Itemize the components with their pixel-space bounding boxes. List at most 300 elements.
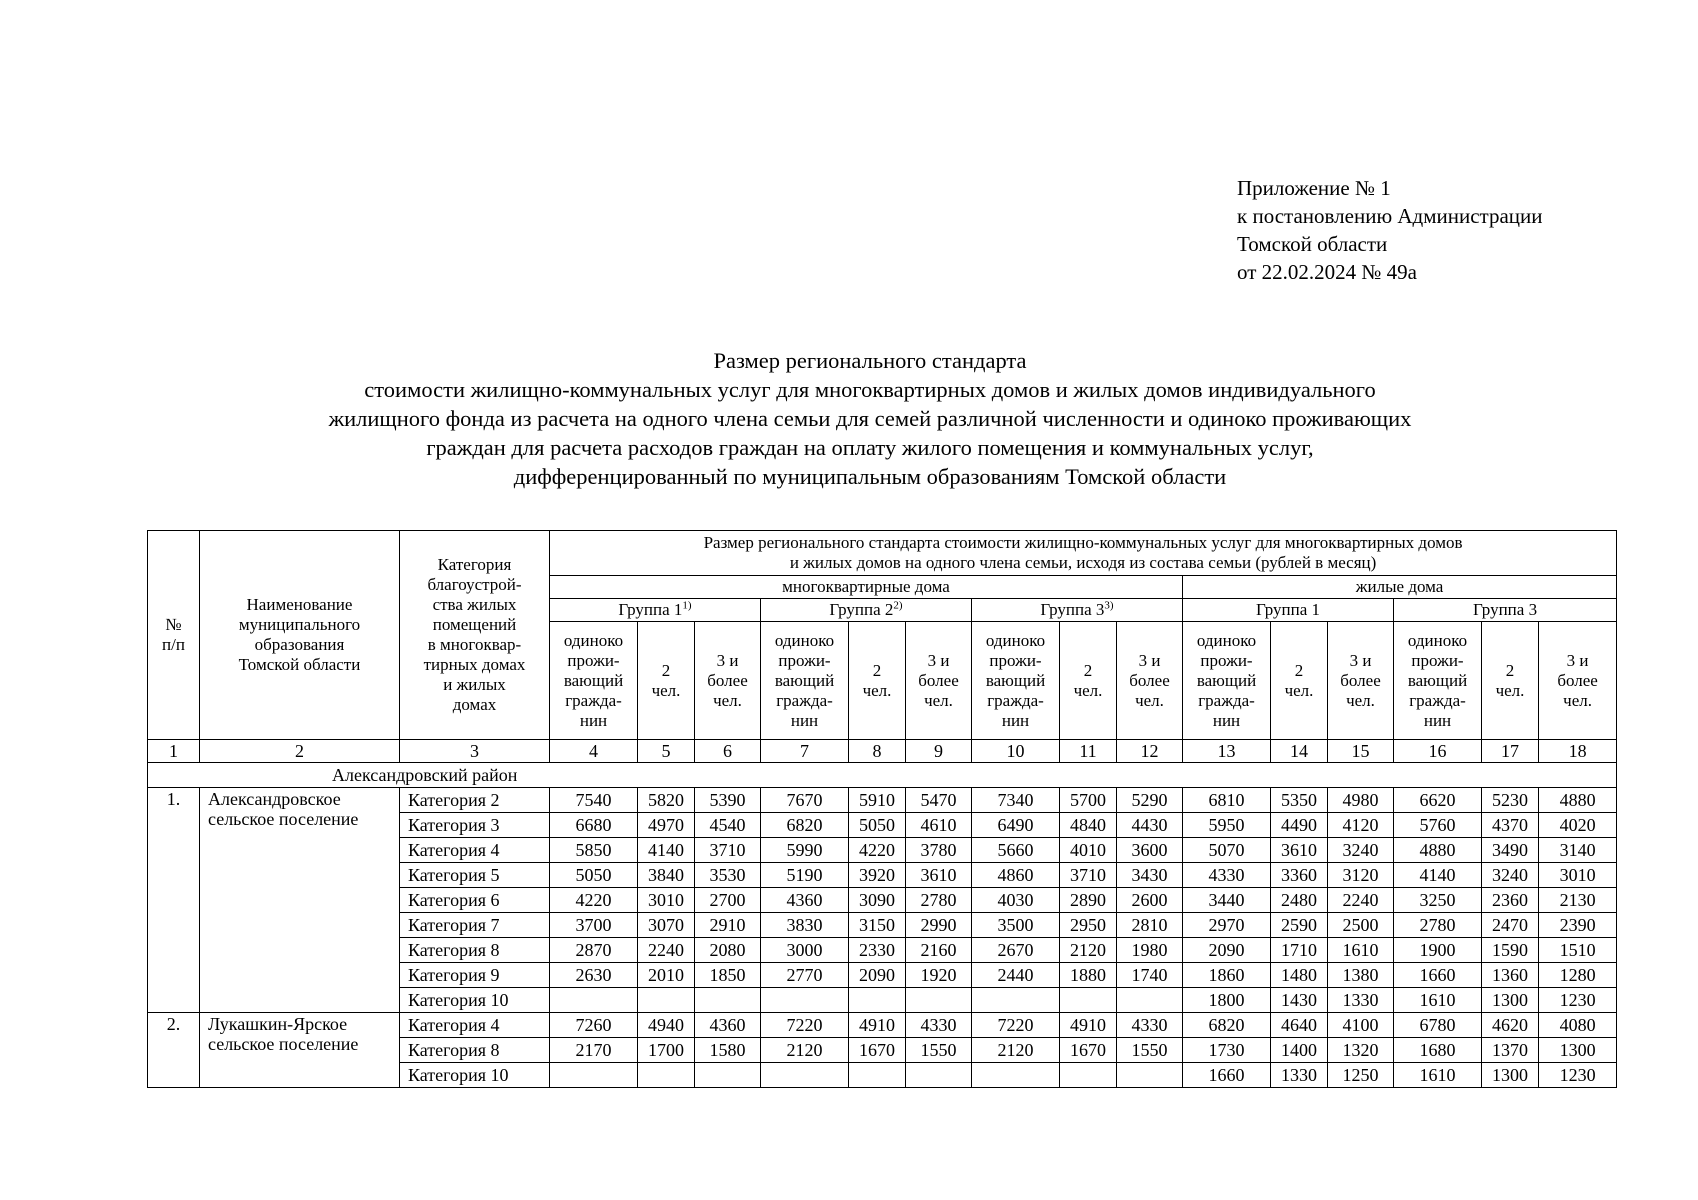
- value-cell: 4330: [1117, 1013, 1183, 1038]
- header-municipality: [200, 531, 400, 740]
- value-cell: 2910: [695, 913, 761, 938]
- value-cell: 3430: [1117, 863, 1183, 888]
- value-cell: 1510: [1539, 938, 1617, 963]
- value-cell: 4220: [849, 838, 906, 863]
- table-row: [148, 788, 1617, 813]
- header-apartment-buildings: многоквартирные дома: [550, 576, 1183, 599]
- value-cell: [695, 988, 761, 1013]
- value-cell: 4080: [1539, 1013, 1617, 1038]
- category-cell: Категория 6: [400, 888, 550, 913]
- title-line: дифференцированный по муниципальным образованиям Томской области: [513, 464, 1227, 489]
- category-cell: Категория 5: [400, 863, 550, 888]
- header-two: [1060, 622, 1117, 740]
- value-cell: 1610: [1328, 938, 1394, 963]
- value-cell: 3250: [1394, 888, 1482, 913]
- value-cell: 7260: [550, 1013, 638, 1038]
- category-cell: Категория 7: [400, 913, 550, 938]
- value-cell: 2810: [1117, 913, 1183, 938]
- header-line: чел.: [1346, 690, 1375, 710]
- header-line: в многоквар-: [427, 635, 522, 654]
- header-line: 2: [1083, 660, 1093, 680]
- column-number: 4: [550, 740, 638, 763]
- appendix-line: Приложение № 1: [1237, 176, 1391, 200]
- value-cell: 3840: [638, 863, 695, 888]
- header-line: одиноко: [1196, 630, 1257, 650]
- value-cell: 2780: [906, 888, 972, 913]
- column-number: 1: [148, 740, 200, 763]
- header-line: и жилых домов на одного члена семьи, исходя из состава семьи (рублей в месяц): [789, 553, 1377, 572]
- row-number: 1.: [148, 788, 200, 1013]
- value-cell: 1680: [1394, 1038, 1482, 1063]
- appendix-block: [1237, 174, 1543, 286]
- value-cell: 2390: [1539, 913, 1617, 938]
- value-cell: 4360: [761, 888, 849, 913]
- header-group: [761, 599, 972, 622]
- header-line: нин: [1212, 710, 1241, 730]
- value-cell: [1117, 1063, 1183, 1088]
- value-cell: 1300: [1539, 1038, 1617, 1063]
- header-line: 3 и: [1138, 650, 1161, 670]
- column-number: 5: [638, 740, 695, 763]
- value-cell: 1300: [1482, 1063, 1539, 1088]
- value-cell: 1360: [1482, 963, 1539, 988]
- value-cell: 5050: [550, 863, 638, 888]
- value-cell: [906, 988, 972, 1013]
- value-cell: 1580: [695, 1038, 761, 1063]
- value-cell: 1710: [1271, 938, 1328, 963]
- header-line: чел.: [651, 680, 681, 700]
- value-cell: 3920: [849, 863, 906, 888]
- value-cell: 3010: [638, 888, 695, 913]
- value-cell: 4020: [1539, 813, 1617, 838]
- value-cell: 1330: [1328, 988, 1394, 1013]
- header-single: [1394, 622, 1482, 740]
- value-cell: 1670: [1060, 1038, 1117, 1063]
- value-cell: 5820: [638, 788, 695, 813]
- header-line: более: [1129, 670, 1170, 690]
- header-group: [550, 599, 761, 622]
- header-line: вающий: [1196, 670, 1257, 690]
- header-line: более: [1557, 670, 1598, 690]
- value-cell: 6820: [1183, 1013, 1271, 1038]
- header-line: благоустрой-: [427, 575, 522, 594]
- value-cell: 2120: [1060, 938, 1117, 963]
- municipality-name: [200, 1013, 400, 1088]
- value-cell: 2670: [972, 938, 1060, 963]
- value-cell: 5470: [906, 788, 972, 813]
- value-cell: 1300: [1482, 988, 1539, 1013]
- value-cell: 2090: [1183, 938, 1271, 963]
- value-cell: 5230: [1482, 788, 1539, 813]
- value-cell: 1920: [906, 963, 972, 988]
- header-single: [1183, 622, 1271, 740]
- column-number: 12: [1117, 740, 1183, 763]
- value-cell: 2780: [1394, 913, 1482, 938]
- header-line: гражда-: [565, 690, 622, 710]
- column-number: 13: [1183, 740, 1271, 763]
- header-line: нин: [790, 710, 819, 730]
- value-cell: 1250: [1328, 1063, 1394, 1088]
- value-cell: 4940: [638, 1013, 695, 1038]
- value-cell: 3000: [761, 938, 849, 963]
- category-cell: Категория 4: [400, 838, 550, 863]
- value-cell: 2500: [1328, 913, 1394, 938]
- header-line: чел.: [713, 690, 742, 710]
- value-cell: 2240: [638, 938, 695, 963]
- header-line: помещений: [432, 615, 517, 634]
- value-cell: [906, 1063, 972, 1088]
- header-line: чел.: [1135, 690, 1164, 710]
- header-single: [761, 622, 849, 740]
- header-two: [849, 622, 906, 740]
- value-cell: 1610: [1394, 1063, 1482, 1088]
- header-line: прожи-: [778, 650, 831, 670]
- value-cell: 1800: [1183, 988, 1271, 1013]
- value-cell: 2600: [1117, 888, 1183, 913]
- value-cell: 2470: [1482, 913, 1539, 938]
- value-cell: 4140: [1394, 863, 1482, 888]
- header-standard: [550, 531, 1617, 576]
- header-line: гражда-: [987, 690, 1044, 710]
- value-cell: 1850: [695, 963, 761, 988]
- group-label: Группа 3: [1473, 600, 1538, 619]
- value-cell: 1280: [1539, 963, 1617, 988]
- value-cell: 7340: [972, 788, 1060, 813]
- category-cell: Категория 3: [400, 813, 550, 838]
- value-cell: 3490: [1482, 838, 1539, 863]
- value-cell: 1700: [638, 1038, 695, 1063]
- value-cell: 2010: [638, 963, 695, 988]
- value-cell: [849, 988, 906, 1013]
- header-line: ства жилых: [432, 595, 517, 614]
- category-cell: Категория 10: [400, 1063, 550, 1088]
- group-footnote: 3): [1104, 599, 1114, 612]
- header-line: 3 и: [716, 650, 739, 670]
- header-line: чел.: [1284, 680, 1314, 700]
- value-cell: 1860: [1183, 963, 1271, 988]
- value-cell: 1980: [1117, 938, 1183, 963]
- municipality-name-line: сельское поселение: [208, 809, 359, 829]
- value-cell: 1880: [1060, 963, 1117, 988]
- value-cell: [638, 1063, 695, 1088]
- group-label: Группа 2: [829, 600, 894, 619]
- header-line: гражда-: [1198, 690, 1255, 710]
- value-cell: 6780: [1394, 1013, 1482, 1038]
- value-cell: 2950: [1060, 913, 1117, 938]
- header-line: одиноко: [774, 630, 835, 650]
- header-line: домах: [452, 695, 497, 714]
- column-number: 3: [400, 740, 550, 763]
- value-cell: 2630: [550, 963, 638, 988]
- value-cell: 4030: [972, 888, 1060, 913]
- value-cell: 3120: [1328, 863, 1394, 888]
- value-cell: 6810: [1183, 788, 1271, 813]
- value-cell: 1230: [1539, 988, 1617, 1013]
- header-line: одиноко: [1407, 630, 1468, 650]
- value-cell: 4620: [1482, 1013, 1539, 1038]
- value-cell: 5700: [1060, 788, 1117, 813]
- category-cell: Категория 8: [400, 938, 550, 963]
- value-cell: [849, 1063, 906, 1088]
- value-cell: 1370: [1482, 1038, 1539, 1063]
- header-category: [400, 531, 550, 740]
- municipality-name-line: Александровское: [208, 789, 341, 809]
- value-cell: 4100: [1328, 1013, 1394, 1038]
- column-number: 11: [1060, 740, 1117, 763]
- value-cell: 5190: [761, 863, 849, 888]
- header-line: гражда-: [776, 690, 833, 710]
- value-cell: 2970: [1183, 913, 1271, 938]
- header-line: и жилых: [443, 675, 506, 694]
- title-line: граждан для расчета расходов граждан на оплату жилого помещения и коммунальных услуг,: [426, 435, 1314, 460]
- value-cell: [1060, 988, 1117, 1013]
- value-cell: 2700: [695, 888, 761, 913]
- value-cell: 5350: [1271, 788, 1328, 813]
- value-cell: 3710: [695, 838, 761, 863]
- value-cell: 2480: [1271, 888, 1328, 913]
- value-cell: [1060, 1063, 1117, 1088]
- value-cell: 7540: [550, 788, 638, 813]
- header-line: одиноко: [563, 630, 624, 650]
- standard-table: [147, 530, 1617, 1088]
- appendix-line: Томской области: [1237, 232, 1388, 256]
- header-line: вающий: [563, 670, 624, 690]
- header-line: чел.: [862, 680, 892, 700]
- header-line: образования: [254, 635, 345, 654]
- value-cell: 3140: [1539, 838, 1617, 863]
- header-group: [1183, 599, 1394, 622]
- header-line: прожи-: [989, 650, 1042, 670]
- value-cell: 3240: [1482, 863, 1539, 888]
- header-two: [638, 622, 695, 740]
- header-two: [1271, 622, 1328, 740]
- value-cell: 3360: [1271, 863, 1328, 888]
- value-cell: 4330: [906, 1013, 972, 1038]
- value-cell: 4120: [1328, 813, 1394, 838]
- column-number: 16: [1394, 740, 1482, 763]
- value-cell: 2360: [1482, 888, 1539, 913]
- header-line: нин: [1001, 710, 1030, 730]
- header-line: Томской области: [238, 655, 361, 674]
- column-number: 8: [849, 740, 906, 763]
- value-cell: 1430: [1271, 988, 1328, 1013]
- group-label: Группа 1: [618, 600, 683, 619]
- value-cell: 5990: [761, 838, 849, 863]
- value-cell: 3600: [1117, 838, 1183, 863]
- header-single: [550, 622, 638, 740]
- value-cell: 4330: [1183, 863, 1271, 888]
- value-cell: 5950: [1183, 813, 1271, 838]
- header-houses: жилые дома: [1183, 576, 1617, 599]
- value-cell: 4370: [1482, 813, 1539, 838]
- header-line: муниципального: [238, 615, 361, 634]
- value-cell: 5070: [1183, 838, 1271, 863]
- value-cell: 4880: [1394, 838, 1482, 863]
- document-title: [0, 346, 1698, 491]
- value-cell: 1590: [1482, 938, 1539, 963]
- value-cell: 4010: [1060, 838, 1117, 863]
- value-cell: 6620: [1394, 788, 1482, 813]
- table-row: [148, 1013, 1617, 1038]
- header-line: 3 и: [1349, 650, 1372, 670]
- title-line: жилищного фонда из расчета на одного члена семьи для семей различной численности и одиноко проживающих: [328, 406, 1412, 431]
- value-cell: 3440: [1183, 888, 1271, 913]
- column-number: 14: [1271, 740, 1328, 763]
- appendix-line: к постановлению Администрации: [1237, 204, 1543, 228]
- value-cell: 2090: [849, 963, 906, 988]
- value-cell: 4610: [906, 813, 972, 838]
- value-cell: [638, 988, 695, 1013]
- value-cell: 4860: [972, 863, 1060, 888]
- header-line: более: [707, 670, 748, 690]
- value-cell: 3070: [638, 913, 695, 938]
- value-cell: 4640: [1271, 1013, 1328, 1038]
- title-line: стоимости жилищно-коммунальных услуг для многоквартирных домов и жилых домов индивидуального: [364, 377, 1376, 402]
- header-line: 3 и: [927, 650, 950, 670]
- column-number: 10: [972, 740, 1060, 763]
- group-label: Группа 1: [1255, 600, 1321, 619]
- value-cell: 1660: [1183, 1063, 1271, 1088]
- value-cell: 1320: [1328, 1038, 1394, 1063]
- header-line: чел.: [1495, 680, 1525, 700]
- value-cell: 1230: [1539, 1063, 1617, 1088]
- column-number: 17: [1482, 740, 1539, 763]
- value-cell: 2120: [761, 1038, 849, 1063]
- header-three-plus: [695, 622, 761, 740]
- column-number: 18: [1539, 740, 1617, 763]
- value-cell: 4980: [1328, 788, 1394, 813]
- value-cell: 3610: [906, 863, 972, 888]
- value-cell: 3150: [849, 913, 906, 938]
- value-cell: 4910: [1060, 1013, 1117, 1038]
- header-line: одиноко: [985, 630, 1046, 650]
- category-cell: Категория 9: [400, 963, 550, 988]
- header-line: тирных домах: [423, 655, 526, 674]
- value-cell: 2240: [1328, 888, 1394, 913]
- value-cell: 2590: [1271, 913, 1328, 938]
- header-line: прожи-: [1200, 650, 1253, 670]
- value-cell: 3610: [1271, 838, 1328, 863]
- header-line: Размер регионального стандарта стоимости жилищно-коммунальных услуг для многоквартирных домов: [703, 533, 1463, 552]
- column-number: 9: [906, 740, 972, 763]
- value-cell: [761, 1063, 849, 1088]
- value-cell: 1330: [1271, 1063, 1328, 1088]
- value-cell: 2330: [849, 938, 906, 963]
- header-line: чел.: [1073, 680, 1103, 700]
- value-cell: 1550: [1117, 1038, 1183, 1063]
- value-cell: [972, 988, 1060, 1013]
- column-number: 7: [761, 740, 849, 763]
- value-cell: 5760: [1394, 813, 1482, 838]
- value-cell: 1550: [906, 1038, 972, 1063]
- header-line: Наименование: [246, 595, 353, 614]
- value-cell: 5660: [972, 838, 1060, 863]
- group-label: Группа 3: [1040, 600, 1105, 619]
- value-cell: 5910: [849, 788, 906, 813]
- district-row: [148, 763, 1617, 788]
- value-cell: 4970: [638, 813, 695, 838]
- value-cell: [550, 988, 638, 1013]
- value-cell: 1400: [1271, 1038, 1328, 1063]
- row-number: 2.: [148, 1013, 200, 1088]
- value-cell: 2160: [906, 938, 972, 963]
- value-cell: 7670: [761, 788, 849, 813]
- value-cell: 4430: [1117, 813, 1183, 838]
- header-line: вающий: [774, 670, 835, 690]
- header-line: нин: [579, 710, 608, 730]
- header-two: [1482, 622, 1539, 740]
- value-cell: 5390: [695, 788, 761, 813]
- value-cell: 2440: [972, 963, 1060, 988]
- value-cell: 5290: [1117, 788, 1183, 813]
- value-cell: 3090: [849, 888, 906, 913]
- title-line: Размер регионального стандарта: [713, 348, 1027, 373]
- value-cell: [972, 1063, 1060, 1088]
- category-cell: Категория 10: [400, 988, 550, 1013]
- header-three-plus: [1328, 622, 1394, 740]
- value-cell: 4880: [1539, 788, 1617, 813]
- value-cell: 1900: [1394, 938, 1482, 963]
- header-num: [148, 531, 200, 740]
- value-cell: 1740: [1117, 963, 1183, 988]
- category-cell: Категория 8: [400, 1038, 550, 1063]
- category-cell: Категория 4: [400, 1013, 550, 1038]
- header-line: 2: [661, 660, 671, 680]
- header-line: чел.: [924, 690, 953, 710]
- value-cell: 4540: [695, 813, 761, 838]
- value-cell: 6820: [761, 813, 849, 838]
- district-name: Александровский район: [332, 765, 518, 785]
- value-cell: 3240: [1328, 838, 1394, 863]
- header-line: более: [918, 670, 959, 690]
- value-cell: [761, 988, 849, 1013]
- group-footnote: 1): [682, 599, 692, 612]
- value-cell: 1660: [1394, 963, 1482, 988]
- value-cell: [1117, 988, 1183, 1013]
- value-cell: 3010: [1539, 863, 1617, 888]
- value-cell: 1480: [1271, 963, 1328, 988]
- value-cell: 4490: [1271, 813, 1328, 838]
- header-line: вающий: [1407, 670, 1468, 690]
- value-cell: [695, 1063, 761, 1088]
- header-line: гражда-: [1409, 690, 1466, 710]
- value-cell: 1730: [1183, 1038, 1271, 1063]
- header-line: 2: [1294, 660, 1304, 680]
- value-cell: 4140: [638, 838, 695, 863]
- value-cell: 3700: [550, 913, 638, 938]
- value-cell: 1610: [1394, 988, 1482, 1013]
- value-cell: 7220: [972, 1013, 1060, 1038]
- value-cell: 4360: [695, 1013, 761, 1038]
- municipality-name-line: сельское поселение: [208, 1034, 359, 1054]
- header-line: более: [1340, 670, 1381, 690]
- value-cell: 3710: [1060, 863, 1117, 888]
- header-line: вающий: [985, 670, 1046, 690]
- value-cell: 2130: [1539, 888, 1617, 913]
- value-cell: 6490: [972, 813, 1060, 838]
- value-cell: 4910: [849, 1013, 906, 1038]
- value-cell: 4840: [1060, 813, 1117, 838]
- header-line: 2: [1505, 660, 1515, 680]
- header-line: 2: [872, 660, 882, 680]
- value-cell: 3780: [906, 838, 972, 863]
- value-cell: 2120: [972, 1038, 1060, 1063]
- value-cell: 6680: [550, 813, 638, 838]
- column-number: 15: [1328, 740, 1394, 763]
- group-footnote: 2): [893, 599, 903, 612]
- value-cell: 2170: [550, 1038, 638, 1063]
- category-cell: Категория 2: [400, 788, 550, 813]
